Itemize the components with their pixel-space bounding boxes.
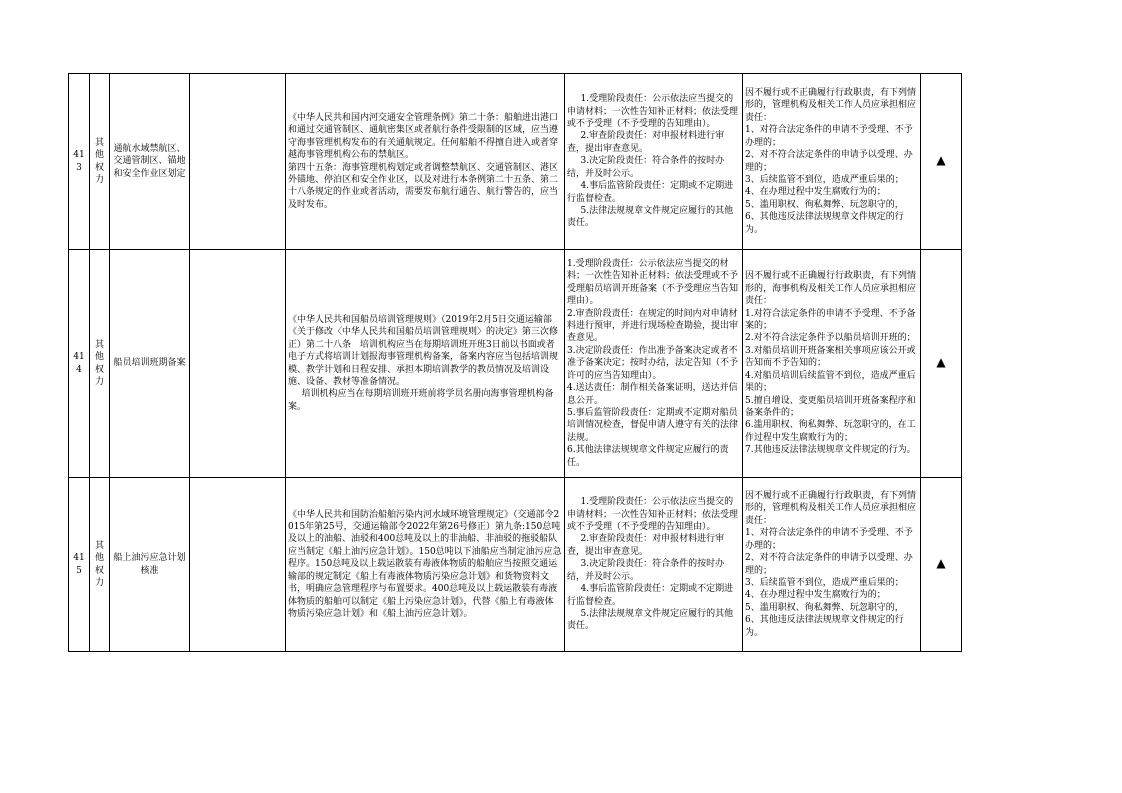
responsibility-item: 4.送达责任：制作相关备案证明，送达并信息公开。 [567, 383, 738, 406]
power-category: 其他权力 [90, 478, 110, 652]
responsibility-item: 1.受理阶段责任：公示依法应当提交的申请材料；一次性告知补正材料；依法受理或不予受理（不予受理的告知理由）。 [567, 94, 739, 130]
row-number: 413 [69, 74, 90, 250]
legal-basis [286, 478, 565, 652]
responsibility-item: 3.决定阶段责任：符合条件的按时办结，并及时公示。 [567, 156, 725, 179]
responsibility-item: 5.法律法规规章文件规定应履行的其他责任。 [567, 205, 734, 229]
responsibility-item: 3.决定阶段责任：符合条件的按时办结，并及时公示。 [567, 559, 725, 582]
responsibility-item: 3.决定阶段责任：作出准予备案决定或者不准予备案决定；按时办结，法定告知（不予许可的应当告知理由）。 [567, 345, 739, 381]
accountability-item: 因不履行或不正确履行行政职责，有下列情形的，海事机构及相关工作人员应承担相应责任： [745, 271, 917, 307]
responsibility-item: 2.审查阶段责任：对申报材料进行审查，提出审查意见。 [567, 534, 725, 557]
accountability-item: 1.对符合法定条件的申请不予受理、不予备案的； [745, 308, 916, 332]
responsibility-item: 6.其他法律法规规章文件规定应履行的责任。 [567, 445, 729, 468]
empty-cell [190, 250, 286, 478]
accountability-item: 5.擅自增设、变更船员培训开班备案程序和备案条件的； [745, 395, 916, 418]
accountability-items [743, 74, 921, 250]
responsibility-item: 4.事后监管阶段责任：定期或不定期进行监督检查。 [567, 181, 734, 204]
accountability-item: 4、在办理过程中发生腐败行为的； [745, 590, 886, 601]
accountability-item: 1、对符合法定条件的申请不予受理、不予办理的； [745, 125, 913, 148]
table-row [69, 478, 962, 652]
accountability-item: 因不履行或不正确履行行政职责，有下列情形的，管理机构及相关工作人员应承担相应责任： [745, 491, 917, 526]
accountability-item: 6、其他违反法律法规规章文件规定的行为。 [745, 212, 904, 235]
power-list-table [68, 73, 962, 652]
responsibility-item: 2.审查阶段责任：在规定的时间内对申请材料进行预审，并进行现场检查勘验，提出审查意见。 [567, 308, 739, 344]
item-name: 船员培训班期备案 [110, 250, 190, 478]
legal-basis [286, 250, 565, 478]
accountability-items [743, 250, 921, 478]
empty-cell [190, 478, 286, 652]
accountability-item: 7.其他违反法律法规规章文件规定的行为。 [745, 445, 916, 456]
accountability-item: 2.对不符合法定条件予以船员培训开班的； [745, 333, 916, 344]
accountability-item: 2、对不符合法定条件的申请予以受理、办理的； [745, 150, 913, 173]
responsibility-item: 4.事后监管阶段责任：定期或不定期进行监督检查。 [567, 584, 734, 607]
table-row [69, 250, 962, 478]
accountability-item: 1、对符合法定条件的申请不予受理、不予办理的； [745, 528, 913, 551]
responsibility-item: 2.审查阶段责任：对申报材料进行审查，提出审查意见。 [567, 131, 725, 154]
responsibility-items [565, 250, 743, 478]
row-number: 414 [69, 250, 90, 478]
legal-basis [286, 74, 565, 250]
row-number: 415 [69, 478, 90, 652]
basis-paragraph: 《中华人民共和国内河交通安全管理条例》第二十条：船舶进出港口和通过交通管制区、通航密集区或者航行条件受限制的区域，应当遵守海事管理机构发布的有关通航规定。任何船舶不得擅自进入或者穿越海事管理机构公布的禁航区。 [288, 112, 559, 161]
triangle-marker-icon: ▲ [921, 74, 962, 250]
power-category: 其他权力 [90, 74, 110, 250]
triangle-marker-icon: ▲ [921, 478, 962, 652]
table-row [69, 74, 962, 250]
responsibility-items [565, 478, 743, 652]
responsibility-item: 5.法律法规规章文件规定应履行的其他责任。 [567, 608, 734, 632]
responsibility-item: 1.受理阶段责任：公示依法应当提交的材料；一次性告知补正材料；依法受理或不予受理船员培训开班备案（不予受理应当告知理由）。 [567, 259, 739, 307]
accountability-item: 5、滥用职权、徇私舞弊、玩忽职守的， [745, 199, 904, 210]
empty-cell [190, 74, 286, 250]
responsibility-item: 5.事后监管阶段责任：定期或不定期对船员培训情况检查，督促申请人遵守有关的法律法规。 [567, 407, 739, 443]
basis-paragraph: 《中华人民共和国船员培训管理规则》（2019年2月5日交通运输部《关于修改〈中华人民共和国船员培训管理规则〉的决定》第三次修正）第二十八条 培训机构应当在每期培训班开班3日前以书面或者电子方式将培训计划报海事管理机构备案，备案内容应当包括培训规模、教学计划和日程安排、承担本期培训教学的教员情况及培训设施、设备、教材等准备情况。 [288, 314, 559, 387]
accountability-item: 3、后续监管不到位，造成严重后果的； [745, 174, 904, 185]
item-name: 通航水域禁航区、交通管制区、锚地和安全作业区划定 [110, 74, 190, 250]
accountability-item: 4、在办理过程中发生腐败行为的； [745, 187, 886, 198]
item-name: 船上油污应急计划核准 [110, 478, 190, 652]
accountability-item: 2、对不符合法定条件的申请予以受理、办理的； [745, 553, 913, 576]
accountability-item: 6、其他违反法律法规规章文件规定的行为。 [745, 615, 904, 638]
basis-paragraph: 第四十五条：海事管理机构划定或者调整禁航区、交通管制区、港区外锚地、停泊区和安全作业区，以及对进行本条例第二十五条、第二十八条规定的作业或者活动，需要发布航行通告、航行警告的，应当及时发布。 [288, 162, 559, 210]
responsibility-item: 1.受理阶段责任：公示依法应当提交的申请材料；一次性告知补正材料；依法受理或不予受理（不予受理的告知理由）。 [567, 497, 739, 533]
accountability-item: 6.滥用职权、徇私舞弊、玩忽职守的，在工作过程中发生腐败行为的； [745, 420, 916, 443]
accountability-items [743, 478, 921, 652]
power-category: 其他权力 [90, 250, 110, 478]
accountability-item: 3、后续监管不到位，造成严重后果的； [745, 577, 904, 588]
triangle-marker-icon: ▲ [921, 250, 962, 478]
accountability-item: 3.对船员培训开班备案相关事项应该公开或告知而不予告知的； [745, 345, 916, 369]
responsibility-items [565, 74, 743, 250]
accountability-item: 5、滥用职权、徇私舞弊、玩忽职守的， [745, 602, 904, 613]
accountability-item: 4.对船员培训后续监管不到位，造成严重后果的； [745, 370, 916, 394]
basis-paragraph: 《中华人民共和国防治船舶污染内河水域环境管理规定》（交通部令2015年第25号，交通运输部令2022年第26号修正）第九条:150总吨及以上的油船、油驳和400总吨及以上的非油船、非油驳的拖驳船队应当制定《船上油污应急计划》。150总吨以下油船应当制定油污应急程序。150总吨及以上载运散装有毒液体物质的船舶应当按照交通运输部的规定制定《船上有毒液体物质污染应急计划》和货物资料文书，明确应急管理程序与布置要求。400总吨及以上载运散装有毒液体物质的船舶可以制定《船上污染应急计划》，代替《船上有毒液体物质污染应急计划》和《船上油污应急计划》。 [288, 509, 562, 619]
accountability-item: 因不履行或不正确履行行政职责，有下列情形的，管理机构及相关工作人员应承担相应责任： [745, 88, 917, 123]
basis-paragraph: 培训机构应当在每期培训班开班前将学员名册向海事管理机构备案。 [288, 389, 554, 412]
